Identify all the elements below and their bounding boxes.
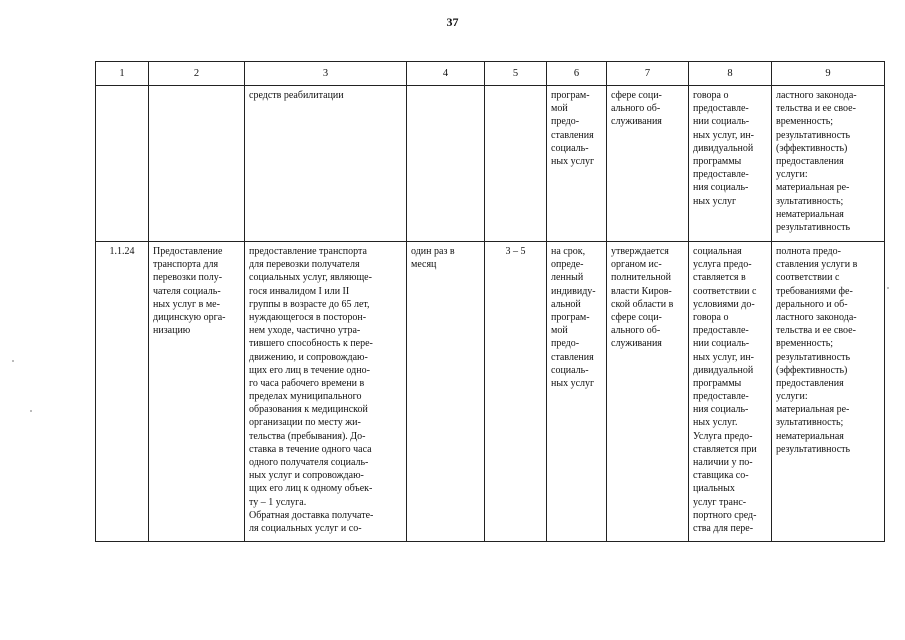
cell-text-line: говора о [693,90,729,101]
cell-text-line: дицинскую орга- [153,311,226,323]
cell-text-line: опреде- [551,259,584,271]
cell-text-line: мой [551,103,568,115]
cell-text-line: програм- [551,90,590,101]
cell-text-line: програм- [551,311,590,323]
cell-text-line: на срок, [551,246,586,257]
cell-text-line: тельства и ее свое- [776,325,856,337]
header-cell-5: 5 [485,62,547,86]
cell-frequency [407,242,485,542]
header-cell-3: 3 [245,62,407,86]
cell-tariff [607,242,689,542]
cell-text-line: портного сред- [693,509,757,521]
cell-text-line: ных услуг [551,377,595,389]
cell-text-line: ального об- [611,103,661,115]
cell-text-line: предоставления [776,155,844,167]
scan-speck [887,287,889,289]
cell-text-line: го часа рабочего времени в [249,377,365,389]
cell-text-line: ластного законода- [776,311,857,323]
cell-quality [772,86,885,242]
cell-quality [772,242,885,542]
cell-text-line: ства для пере- [693,522,754,534]
cell-text-line: тельства (пребывания). До- [249,430,366,442]
cell-text-line: ных услуг [551,155,595,167]
cell-text-line: социаль- [551,142,589,154]
cell-text-line: месяц [411,259,437,271]
cell-tariff [607,86,689,242]
cell-text-line: служивания [611,338,662,350]
cell-text-line: альной [551,298,581,310]
cell-text-line: говора о [693,311,729,323]
cell-text-line: (эффективность) [776,142,848,154]
cell-text-line: сфере соци- [611,90,662,101]
cell-text-line: перевозки полу- [153,272,223,284]
scan-speck [12,360,14,362]
cell-volume [485,86,547,242]
cell-text-line: образования к медицинской [249,404,368,416]
header-row [96,62,885,86]
cell-text-line: Предоставление [153,246,223,257]
cell-number [96,86,149,242]
cell-text-line: полнота предо- [776,246,841,257]
cell-number: 1.1.24 [96,242,149,542]
page-number: 37 [446,15,459,29]
cell-text-line: ставляется в [693,272,746,284]
cell-text-line: ных услуг [693,195,737,207]
header-cell-6: 6 [547,62,607,86]
cell-text-line: предоставление транспорта [249,246,367,257]
cell-text-line: ния социаль- [693,404,749,416]
header-cell-4: 4 [407,62,485,86]
cell-text-line: тившего способность к пере- [249,338,373,350]
header-cell-9: 9 [772,62,885,86]
cell-text-line: предо- [551,116,580,128]
cell-text-line: услуги: [776,169,808,181]
cell-text-line: ставления [551,129,594,141]
cell-text-line: чателя социаль- [153,285,221,297]
cell-text-line: предоставле- [693,391,749,403]
cell-text-line: ставка в течение одного часа [249,443,372,455]
cell-service-name [149,242,245,542]
cell-text-line: организации по месту жи- [249,417,361,429]
cell-text-line: ту – 1 услуга. [249,496,307,508]
cell-conditions [689,242,772,542]
cell-text-line: ального об- [611,325,661,337]
cell-text-line: низацию [153,325,191,337]
cell-text-line: гося инвалидом I или II [249,285,350,297]
cell-text-line: органом ис- [611,259,662,271]
cell-text-line: соответствии с [693,285,757,297]
cell-text-line: щих его лиц к одному объек- [249,483,373,495]
cell-text-line: ля социальных услуг и со- [249,522,362,534]
cell-text-line: результативность [776,351,851,363]
cell-text-line: ных услуг в ме- [153,298,220,310]
cell-text-line: один раз в [411,246,455,257]
cell-text-line: нематериальная [776,208,844,220]
table-row-continued [96,86,885,242]
cell-text-line: соответствии с [776,272,840,284]
cell-service-name [149,86,245,242]
cell-text-line: одного получателя социаль- [249,457,369,468]
cell-text-line: нии социаль- [693,338,750,350]
cell-text-line: ставления [551,351,594,363]
cell-text-line: группы в возрасте до 65 лет, [249,298,370,310]
cell-text-line: предоставле- [693,325,749,337]
cell-text-line: программы [693,377,742,389]
cell-text-line: утверждается [611,246,669,257]
cell-text-line: социаль- [551,364,589,376]
cell-text-line: мой [551,325,568,337]
header-cell-1: 1 [96,62,149,86]
cell-text-line: зультативность; [776,195,844,207]
cell-text-line: ных услуг и сопровождаю- [249,470,364,482]
cell-text-line: услуга предо- [693,259,752,271]
header-cell-8: 8 [689,62,772,86]
cell-text-line: результативность [776,221,851,233]
cell-description [245,86,407,242]
cell-text-line: нии социаль- [693,116,750,128]
cell-term [547,242,607,542]
cell-text-line: материальная ре- [776,404,850,416]
cell-text-line: предо- [551,338,580,350]
cell-text-line: нуждающегося в посторон- [249,311,367,323]
cell-text-line: предоставления [776,377,844,389]
cell-text-line: ния социаль- [693,182,749,194]
cell-text-line: ской области в [611,298,674,310]
cell-text-line: циальных [693,483,735,495]
cell-text-line: социальная [693,246,742,257]
cell-text-line: ных услуг, ин- [693,129,755,141]
cell-text-line: результативность [776,443,851,455]
cell-text-line: предоставле- [693,169,749,181]
cell-text-line: временность; [776,116,834,128]
cell-text-line: ставления услуги в [776,259,858,271]
cell-text-line: транспорта для [153,259,219,271]
cell-text-line: для перевозки получателя [249,259,360,271]
cell-text-line: индивиду- [551,285,596,297]
cell-text-line: услуг транс- [693,496,747,508]
scan-speck [30,410,32,412]
cell-text-line: результативность [776,129,851,141]
cell-text-line: требованиями фе- [776,285,853,297]
cell-text-line: служивания [611,116,662,128]
cell-text-line: тельства и ее свое- [776,103,856,115]
cell-text-line: Обратная доставка получате- [249,509,374,521]
table-row-1-1-24 [96,242,885,542]
cell-term [547,86,607,242]
cell-frequency [407,86,485,242]
cell-text-line: средств реабилитации [249,90,344,101]
cell-conditions [689,86,772,242]
cell-text-line: щих его лиц в течение одно- [249,364,370,376]
header-cell-7: 7 [607,62,689,86]
cell-volume: 3 – 5 [485,242,547,542]
cell-text-line: ных услуг, ин- [693,351,755,363]
cell-text-line: дерального и об- [776,298,848,310]
cell-text-line: предоставле- [693,103,749,115]
cell-text-line: власти Киров- [611,285,672,297]
cell-text-line: материальная ре- [776,182,850,194]
cell-text-line: сфере соци- [611,311,662,323]
cell-text-line: временность; [776,338,834,350]
cell-text-line: пределах муниципального [249,391,362,403]
cell-text-line: (эффективность) [776,364,848,376]
cell-text-line: программы [693,155,742,167]
cell-text-line: социальных услуг, являюще- [249,272,372,284]
services-table [95,61,885,542]
cell-text-line: дивидуальной [693,364,754,376]
cell-text-line: ставляется при [693,443,757,455]
header-cell-2: 2 [149,62,245,86]
cell-text-line: услуги: [776,391,808,403]
cell-text-line: движению, и сопровождаю- [249,351,368,363]
cell-description [245,242,407,542]
cell-text-line: зультативность; [776,417,844,429]
cell-text-line: нематериальная [776,430,844,442]
cell-text-line: условиями до- [693,298,755,310]
cell-text-line: нем уходе, частично утра- [249,325,361,337]
cell-text-line: ставщика со- [693,470,749,482]
cell-text-line: Услуга предо- [693,430,753,442]
cell-text-line: ластного законода- [776,90,857,101]
cell-text-line: ных услуг. [693,417,738,429]
cell-text-line: дивидуальной [693,142,754,154]
cell-text-line: ленный [551,272,584,284]
cell-text-line: полнительной [611,272,671,284]
cell-text-line: наличии у по- [693,457,753,468]
